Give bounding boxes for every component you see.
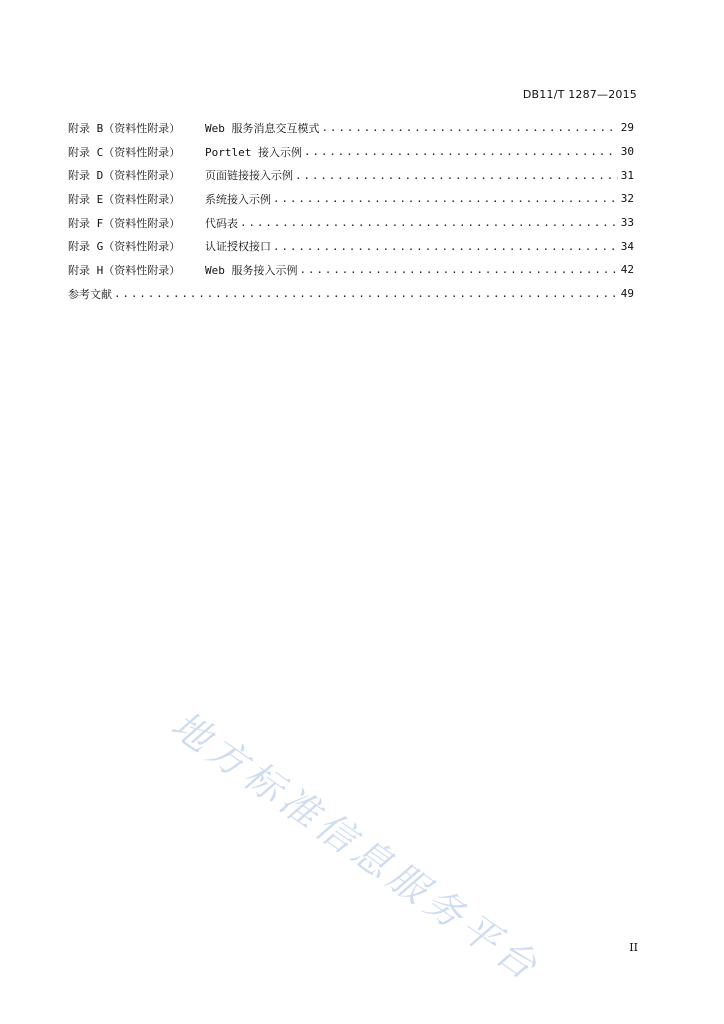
- table-of-contents: [68, 116, 634, 306]
- toc-entry[interactable]: [68, 234, 634, 258]
- toc-entry-references[interactable]: [68, 282, 634, 306]
- toc-dot-leader: [273, 240, 618, 253]
- toc-entry-title: Web 服务接入示例: [205, 263, 298, 277]
- toc-dot-leader: [295, 169, 618, 182]
- toc-annex-label: 附录 B（资料性附录）: [68, 121, 181, 135]
- toc-page-number: 32: [620, 192, 634, 206]
- toc-dot-leader: [304, 145, 618, 158]
- toc-dot-leader: [300, 263, 618, 276]
- toc-entry-title: 认证授权接口: [205, 240, 271, 254]
- toc-entry-title: Web 服务消息交互模式: [205, 121, 320, 135]
- toc-annex-label: 附录 C（资料性附录）: [68, 145, 181, 159]
- toc-annex-label: 附录 F（资料性附录）: [68, 216, 181, 230]
- toc-entry-title: 参考文献: [68, 287, 112, 301]
- toc-page-number: 33: [620, 216, 634, 230]
- toc-page-number: 30: [620, 145, 634, 159]
- toc-entry[interactable]: [68, 187, 634, 211]
- toc-entry[interactable]: [68, 163, 634, 187]
- toc-page-number: 49: [620, 287, 634, 301]
- toc-entry-title: 代码表: [205, 216, 238, 230]
- toc-dot-leader: [240, 216, 618, 229]
- toc-entry-title: Portlet 接入示例: [205, 145, 302, 159]
- toc-annex-label: 附录 D（资料性附录）: [68, 169, 181, 183]
- toc-page-number: 42: [620, 263, 634, 277]
- toc-entry[interactable]: [68, 116, 634, 140]
- toc-page-number: 29: [620, 121, 634, 135]
- toc-entry[interactable]: [68, 140, 634, 164]
- toc-dot-leader: [273, 192, 618, 205]
- toc-entry-title: 页面链接接入示例: [205, 169, 293, 183]
- toc-annex-label: 附录 G（资料性附录）: [68, 240, 181, 254]
- toc-annex-label: 附录 E（资料性附录）: [68, 192, 181, 206]
- toc-entry[interactable]: [68, 211, 634, 235]
- toc-dot-leader: [322, 121, 618, 134]
- document-code: DB11/T 1287—2015: [522, 88, 637, 101]
- toc-page-number: 31: [620, 168, 634, 182]
- watermark: 地方标准信息服务平台: [163, 702, 550, 991]
- toc-page-number: 34: [620, 239, 634, 253]
- toc-annex-label: 附录 H（资料性附录）: [68, 263, 181, 277]
- toc-dot-leader: [114, 287, 618, 300]
- page-number: II: [629, 941, 638, 954]
- toc-entry[interactable]: [68, 258, 634, 282]
- toc-entry-title: 系统接入示例: [205, 192, 271, 206]
